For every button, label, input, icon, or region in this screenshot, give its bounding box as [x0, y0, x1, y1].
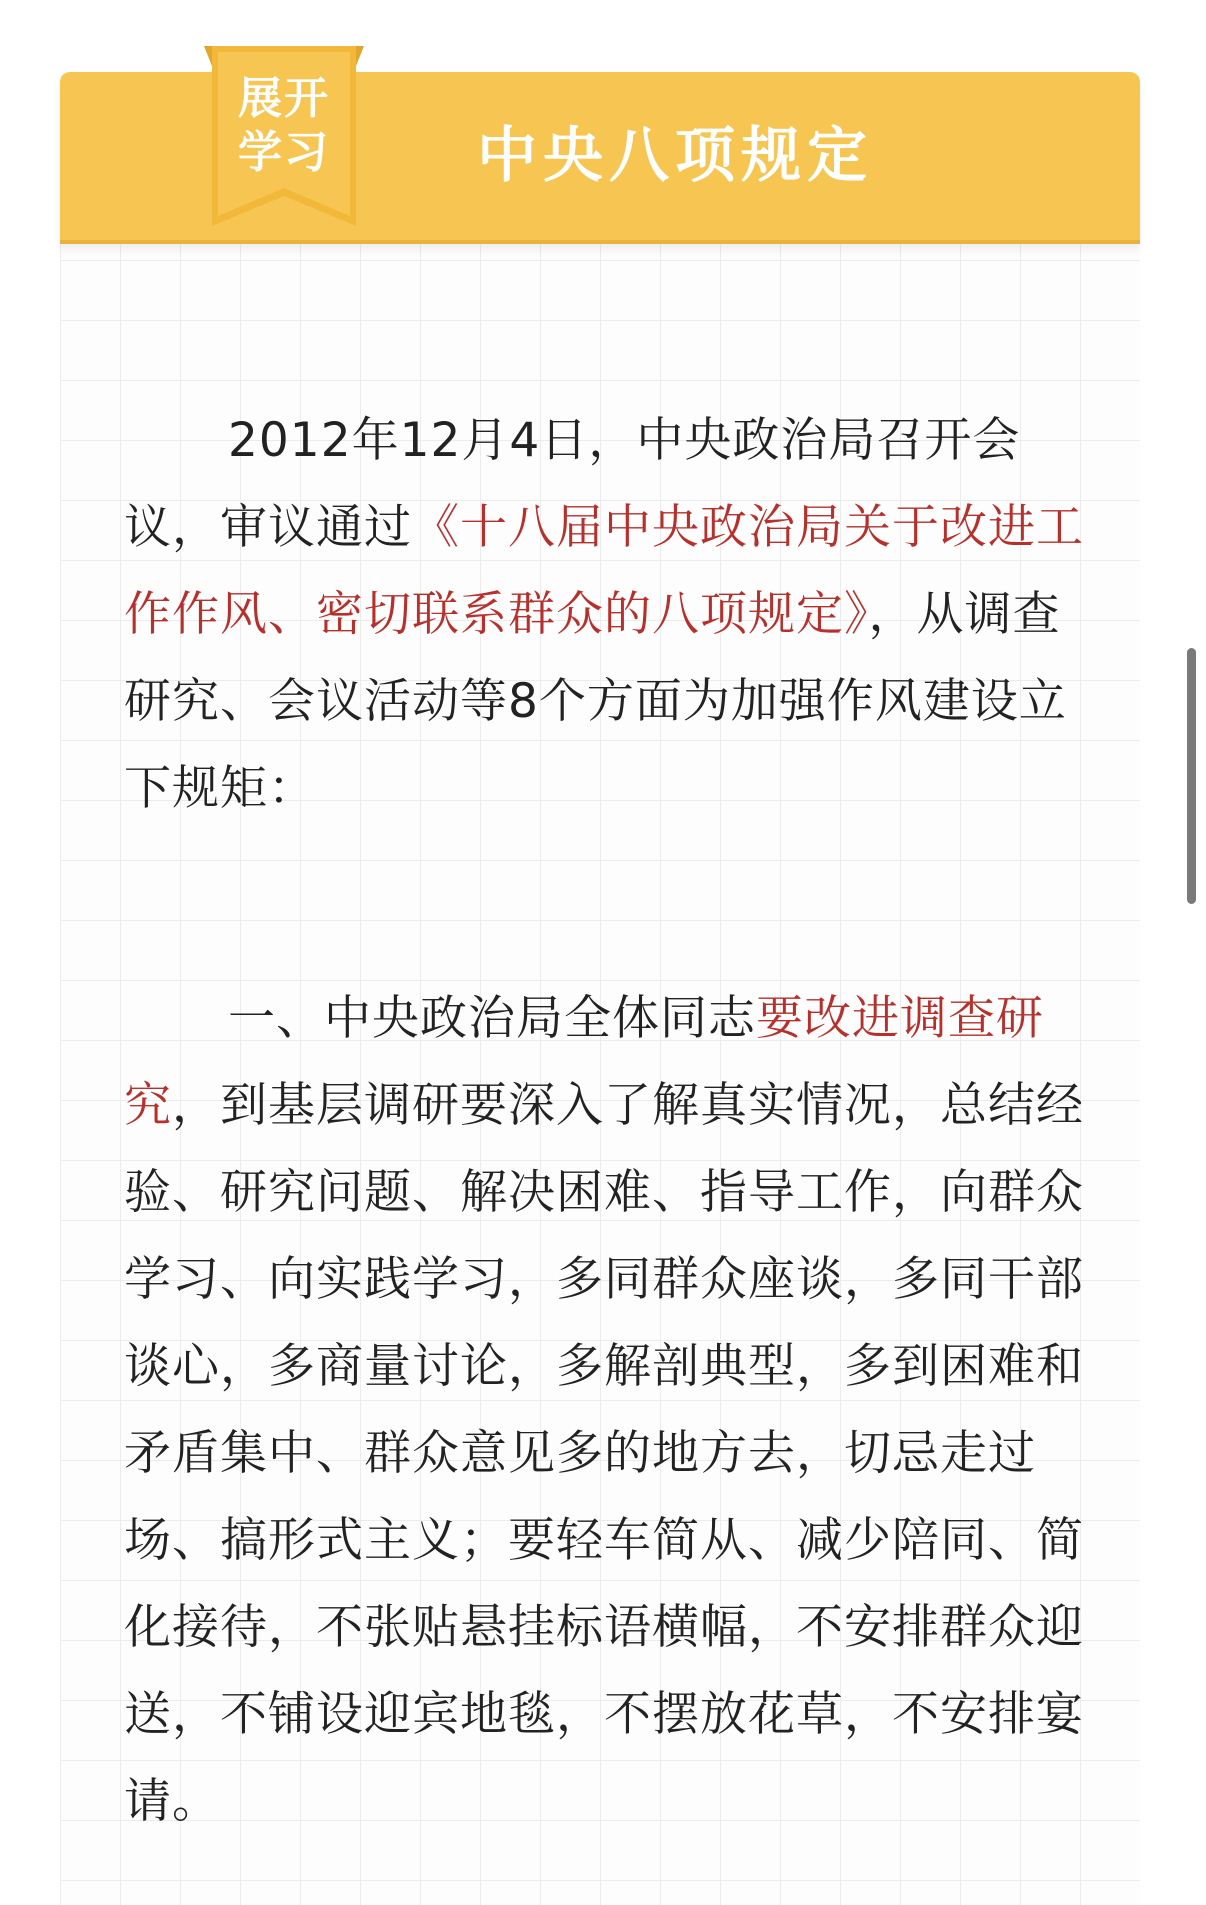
rule-one-text-part2: ，到基层调研要深入了解真实情况，总结经验、研究问题、解决困难、指导工作，向群众学习、向实践学习，多同群众座谈，多同干部谈心，多商量讨论，多解剖典型，多到困难和矛盾集中、群众意见多的地方去，切忌走过场、搞形式主义；要轻车简从、减少陪同、简化接待，不张贴悬挂标语横幅，不安排群众迎送，不铺设迎宾地毯，不摆放花草，不安排宴请。	[124, 1078, 1084, 1829]
intro-text-part2: ，从调查研究、会议活动等8个方面为加强作风建设立下规矩：	[124, 587, 1067, 816]
scrollbar-thumb[interactable]	[1187, 648, 1196, 904]
intro-document-title: 《十八届中央政治局关于改进工作作风、密切联系群众的八项规定》	[124, 500, 1084, 642]
ribbon-tag-line1: 展开	[238, 73, 330, 124]
banner-title: 中央八项规定	[477, 121, 873, 191]
rule-one-highlight: 要改进调查研究	[124, 991, 1044, 1133]
intro-text-part1: 2012年12月4日，中央政治局召开会议，审议通过	[124, 413, 1021, 555]
paragraph-intro	[124, 397, 1084, 832]
paragraph-rule-one	[124, 975, 1084, 1845]
rule-one-text-part1: 一、中央政治局全体同志	[228, 991, 756, 1046]
ribbon-tag-line2: 学习	[238, 127, 330, 178]
ribbon-tag-label	[218, 72, 350, 180]
